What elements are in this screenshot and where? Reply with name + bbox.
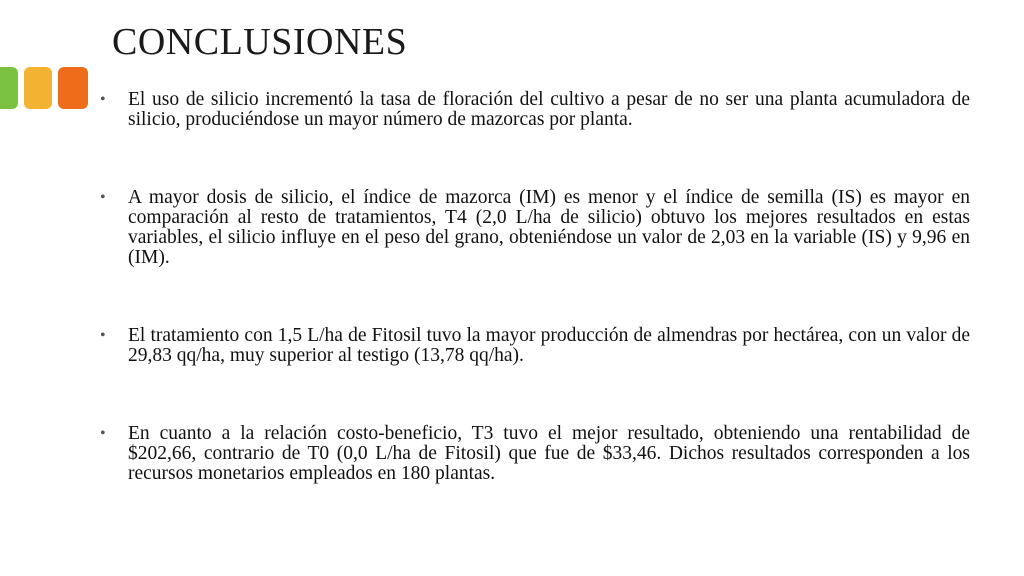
slide-title: CONCLUSIONES xyxy=(112,21,408,63)
conclusion-text-4: En cuanto a la relación costo-beneficio, T3 tuvo el mejor resultado, obteniendo una rentabilidad de $202,66, contrario de T0 (0,0 L/ha de Fitosil) que fue de $33,46. Dichos resultados corresponden a los recursos monetarios empleados en 180 plantas. xyxy=(128,423,970,484)
conclusion-text-3: El tratamiento con 1,5 L/ha de Fitosil tuvo la mayor producción de almendras por hectárea, con un valor de 29,83 qq/ha, muy superior al testigo (13,78 qq/ha). xyxy=(128,325,970,366)
conclusion-item-2 xyxy=(96,188,970,268)
bullet-marker: • xyxy=(100,91,106,108)
bullet-marker: • xyxy=(100,425,106,442)
bullet-marker: • xyxy=(100,189,106,206)
decorative-yellow-block xyxy=(24,67,52,109)
bullet-marker: • xyxy=(100,327,106,344)
decorative-orange-block xyxy=(58,67,88,109)
conclusion-item-3 xyxy=(96,326,970,366)
conclusion-item-4 xyxy=(96,424,970,484)
conclusion-item-1 xyxy=(96,90,970,130)
decorative-green-block xyxy=(0,67,18,109)
conclusion-text-2: A mayor dosis de silicio, el índice de mazorca (IM) es menor y el índice de semilla (IS) es mayor en comparación al resto de tratamientos, T4 (2,0 L/ha de silicio) obtuvo los mejores resultados en estas variables, el silicio influye en el peso del grano, obteniéndose un valor de 2,03 en la variable (IS) y 9,96 en (IM). xyxy=(128,187,970,268)
conclusion-text-1: El uso de silicio incrementó la tasa de floración del cultivo a pesar de no ser una planta acumuladora de silicio, produciéndose un mayor número de mazorcas por planta. xyxy=(128,89,970,130)
